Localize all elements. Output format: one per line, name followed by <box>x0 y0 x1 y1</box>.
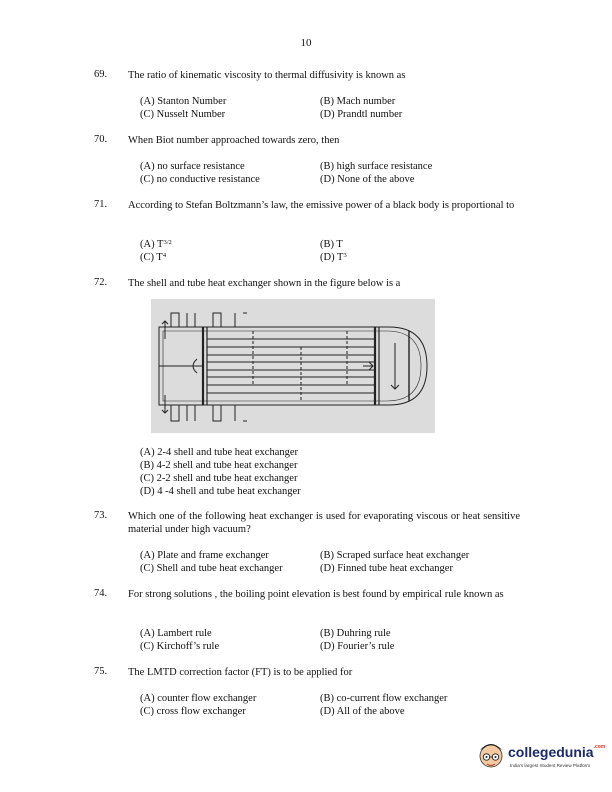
option-c-text: (C) T <box>140 252 163 263</box>
option-b: (B) Scraped surface heat exchanger <box>320 550 470 561</box>
question-number: 70. <box>94 134 108 145</box>
question-text: For strong solutions , the boiling point elevation is best found by empirical rule known as <box>128 589 504 600</box>
option-a-text: (A) T <box>140 239 164 250</box>
question-number: 74. <box>94 588 108 599</box>
question-text: Which one of the following heat exchanger is used for evaporating viscous or heat sensitive material under high vacuum? <box>128 511 520 535</box>
option-b: (B) Duhring rule <box>320 628 391 639</box>
collegedunia-logo[interactable] <box>476 736 604 776</box>
question-text: The LMTD correction factor (FT) is to be applied for <box>128 667 353 678</box>
brand-name: collegedunia <box>508 744 594 760</box>
option-a: (A) Stanton Number <box>140 96 227 107</box>
question-text: When Biot number approached towards zero, then <box>128 135 340 146</box>
brand-suffix: .com <box>593 744 606 750</box>
option-b: (B) 4-2 shell and tube heat exchanger <box>140 460 298 471</box>
option-c: (C) no conductive resistance <box>140 174 260 185</box>
option-c: (C) cross flow exchanger <box>140 706 246 717</box>
heat-exchanger-figure <box>151 299 435 433</box>
option-b: (B) Mach number <box>320 96 396 107</box>
option-a: (A) 2-4 shell and tube heat exchanger <box>140 447 299 458</box>
option-a: (A) Lambert rule <box>140 628 212 639</box>
option-d: (D) All of the above <box>320 706 405 717</box>
option-d-exponent: 3 <box>343 252 347 259</box>
option-d: (D) Fourier’s rule <box>320 641 395 652</box>
question-number: 75. <box>94 666 108 677</box>
question-number: 71. <box>94 199 108 210</box>
option-d: (D) None of the above <box>320 174 415 185</box>
option-c: (C) Kirchoff’s rule <box>140 641 220 652</box>
option-a: (A) no surface resistance <box>140 161 245 172</box>
option-a: (A) counter flow exchanger <box>140 693 257 704</box>
option-a: (A) Plate and frame exchanger <box>140 550 269 561</box>
option-a-exponent: 3/2 <box>163 239 172 246</box>
option-d: (D) Finned tube heat exchanger <box>320 563 453 574</box>
question-text: The shell and tube heat exchanger shown in the figure below is a <box>128 278 401 289</box>
option-d-text: (D) T <box>320 252 344 263</box>
heat-exchanger-diagram <box>151 299 435 433</box>
brand-tagline: India's largest Student Review Platform <box>510 763 591 768</box>
option-c: (C) Nusselt Number <box>140 109 226 120</box>
option-b: (B) T <box>320 239 343 250</box>
option-a <box>140 238 172 251</box>
option-c <box>140 251 166 264</box>
option-c: (C) 2-2 shell and tube heat exchanger <box>140 473 298 484</box>
option-d: (D) Prandtl number <box>320 109 403 120</box>
mascot-icon <box>476 738 506 774</box>
question-text: The ratio of kinematic viscosity to thermal diffusivity is known as <box>128 70 406 81</box>
option-d <box>320 251 347 264</box>
question-text: According to Stefan Boltzmann’s law, the emissive power of a black body is proportional to <box>128 200 515 211</box>
page-number: 10 <box>300 37 312 49</box>
question-number: 73. <box>94 510 108 521</box>
question-number: 69. <box>94 69 108 80</box>
option-c: (C) Shell and tube heat exchanger <box>140 563 283 574</box>
option-b: (B) high surface resistance <box>320 161 433 172</box>
question-number: 72. <box>94 277 108 288</box>
option-b: (B) co-current flow exchanger <box>320 693 448 704</box>
option-c-exponent: 4 <box>162 252 167 259</box>
option-d: (D) 4 -4 shell and tube heat exchanger <box>140 486 301 497</box>
